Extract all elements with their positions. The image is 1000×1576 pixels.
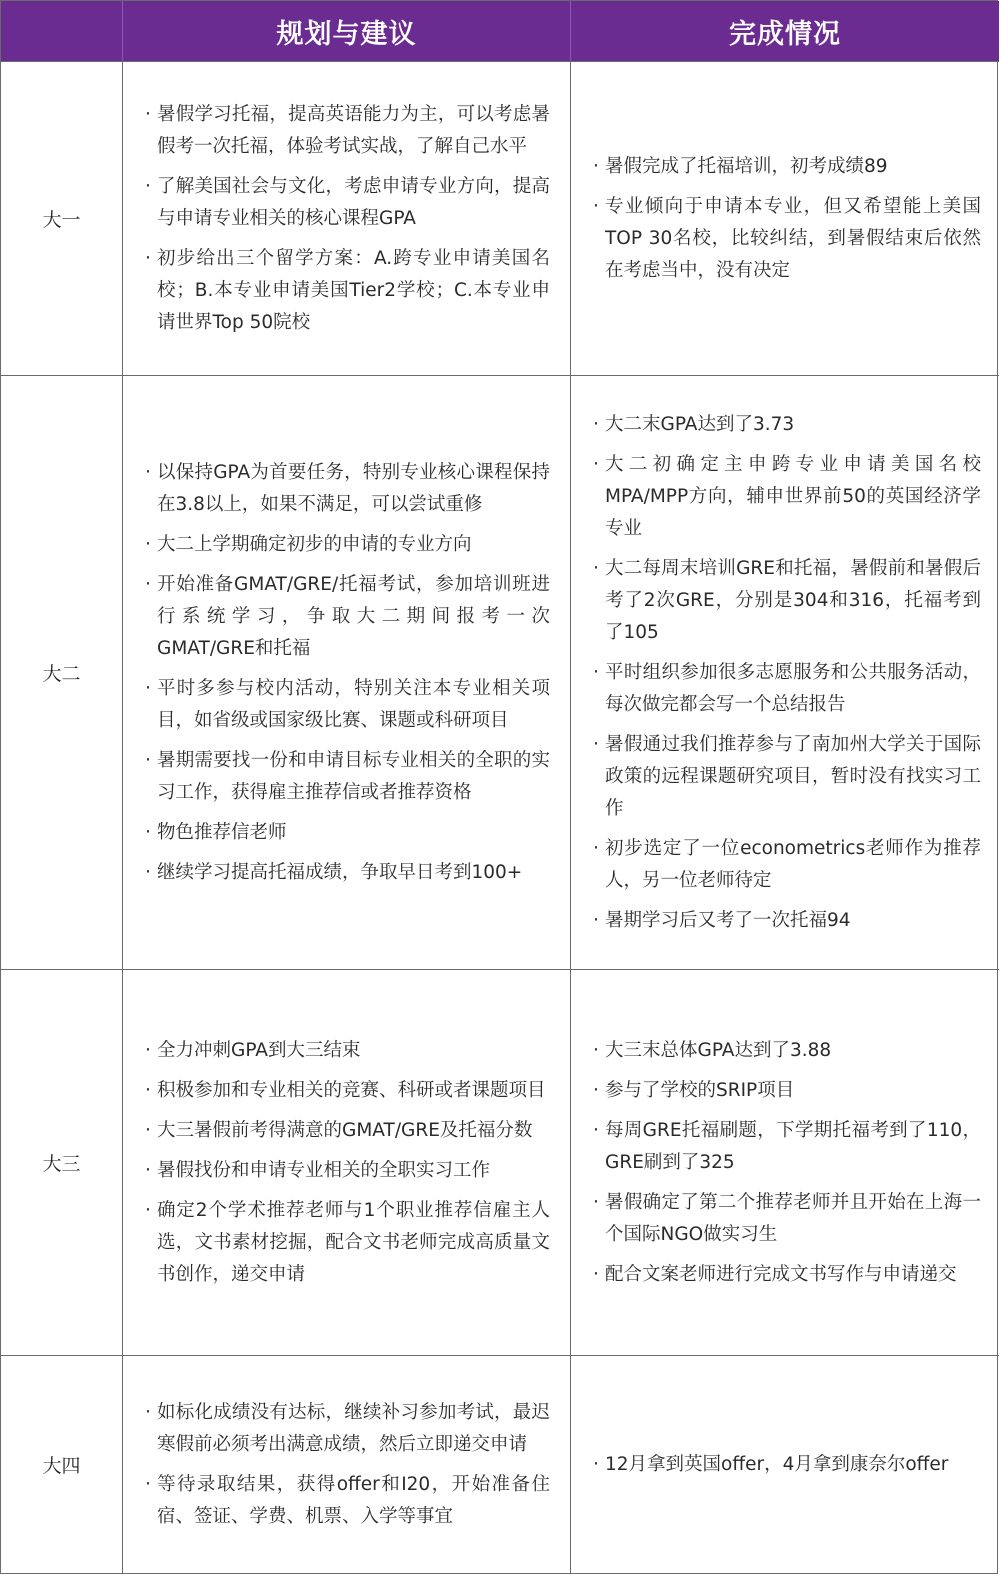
table-header bbox=[1, 1, 999, 61]
list-item: · 暑假学习托福，提高英语能力为主，可以考虑暑假考一次托福，体验考试实战，了解自己水平 bbox=[145, 103, 550, 157]
list-item: · 大二末GPA达到了3.73 bbox=[593, 413, 795, 435]
list-item: · 每周GRE托福刷题，下学期托福考到了110，GRE刷到了325 bbox=[593, 1119, 981, 1173]
table-row bbox=[1, 375, 999, 969]
list-item: · 如标化成绩没有达标，继续补习参加考试，最迟寒假前必须考出满意成绩，然后立即递交申请 bbox=[145, 1401, 550, 1455]
year-label: 大一 bbox=[1, 62, 123, 375]
table-row bbox=[1, 969, 999, 1355]
header-done: 完成情况 bbox=[729, 18, 841, 50]
list-item: · 暑假找份和申请专业相关的全职实习工作 bbox=[145, 1159, 491, 1181]
list-item: · 初步选定了一位econometrics老师作为推荐人，另一位老师待定 bbox=[593, 837, 981, 891]
list-item: · 了解美国社会与文化，考虑申请专业方向，提高与申请专业相关的核心课程GPA bbox=[145, 175, 550, 229]
list-item: · 12月拿到英国offer，4月拿到康奈尔offer bbox=[593, 1453, 949, 1475]
plan-cell bbox=[123, 1356, 571, 1573]
list-item: · 平时组织参加很多志愿服务和公共服务活动，每次做完都会写一个总结报告 bbox=[593, 661, 981, 715]
list-item: · 全力冲刺GPA到大三结束 bbox=[145, 1039, 361, 1061]
list-item: · 暑期需要找一份和申请目标专业相关的全职的实习工作，获得雇主推荐信或者推荐资格 bbox=[145, 749, 550, 803]
year-label: 大二 bbox=[1, 376, 123, 969]
list-item: · 开始准备GMAT/GRE/托福考试，参加培训班进行系统学习，争取大二期间报考一次GMAT/GRE和托福 bbox=[145, 573, 550, 659]
table-row bbox=[1, 1355, 999, 1573]
list-item: · 等待录取结果，获得offer和I20，开始准备住宿、签证、学费、机票、入学等事宜 bbox=[145, 1473, 550, 1527]
list-item: · 平时多参与校内活动，特别关注本专业相关项目，如省级或国家级比赛、课题或科研项目 bbox=[145, 677, 550, 731]
list-item: · 初步给出三个留学方案：A.跨专业申请美国名校；B.本专业申请美国Tier2学校；C.本专业申请世界Top 50院校 bbox=[145, 247, 550, 333]
plan-cell bbox=[123, 970, 571, 1355]
list-item: · 积极参加和专业相关的竞赛、科研或者课题项目 bbox=[145, 1079, 546, 1101]
list-item: · 暑假通过我们推荐参与了南加州大学关于国际政策的远程课题研究项目，暂时没有找实习工作 bbox=[593, 733, 981, 819]
list-item: · 暑假完成了托福培训，初考成绩89 bbox=[593, 155, 888, 177]
list-item: · 以保持GPA为首要任务，特别专业核心课程保持在3.8以上，如果不满足，可以尝试重修 bbox=[145, 461, 550, 515]
list-item: · 专业倾向于申请本专业，但又希望能上美国TOP 30名校，比较纠结，到暑假结束后依然在考虑当中，没有决定 bbox=[593, 195, 981, 281]
list-item: · 确定2个学术推荐老师与1个职业推荐信雇主人选，文书素材挖掘，配合文书老师完成高质量文书创作，递交申请 bbox=[145, 1199, 550, 1285]
list-item: · 继续学习提高托福成绩，争取早日考到100+ bbox=[145, 861, 523, 883]
table-row bbox=[1, 61, 999, 375]
list-item: · 暑假确定了第二个推荐老师并且开始在上海一个国际NGO做实习生 bbox=[593, 1191, 981, 1245]
plan-cell bbox=[123, 376, 571, 969]
list-item: · 大二初确定主申跨专业申请美国名校MPA/MPP方向，辅申世界前50的英国经济学专业 bbox=[593, 453, 981, 539]
done-cell bbox=[571, 970, 999, 1355]
year-label: 大三 bbox=[1, 970, 123, 1355]
done-cell bbox=[571, 1356, 999, 1573]
list-item: · 大二每周末培训GRE和托福，暑假前和暑假后考了2次GRE，分别是304和316，托福考到了105 bbox=[593, 557, 981, 643]
year-label: 大四 bbox=[1, 1356, 123, 1573]
list-item: · 参与了学校的SRIP项目 bbox=[593, 1079, 795, 1101]
list-item: · 大二上学期确定初步的申请的专业方向 bbox=[145, 533, 472, 555]
header-year bbox=[1, 1, 123, 61]
list-item: · 大三暑假前考得满意的GMAT/GRE及托福分数 bbox=[145, 1119, 533, 1141]
done-cell bbox=[571, 62, 999, 375]
list-item: · 配合文案老师进行完成文书写作与申请递交 bbox=[593, 1263, 957, 1285]
header-plan: 规划与建议 bbox=[123, 1, 571, 61]
list-item: · 物色推荐信老师 bbox=[145, 821, 287, 843]
list-item: · 暑期学习后又考了一次托福94 bbox=[593, 909, 851, 931]
list-item: · 大三末总体GPA达到了3.88 bbox=[593, 1039, 832, 1061]
done-cell bbox=[571, 376, 999, 969]
plan-cell bbox=[123, 62, 571, 375]
